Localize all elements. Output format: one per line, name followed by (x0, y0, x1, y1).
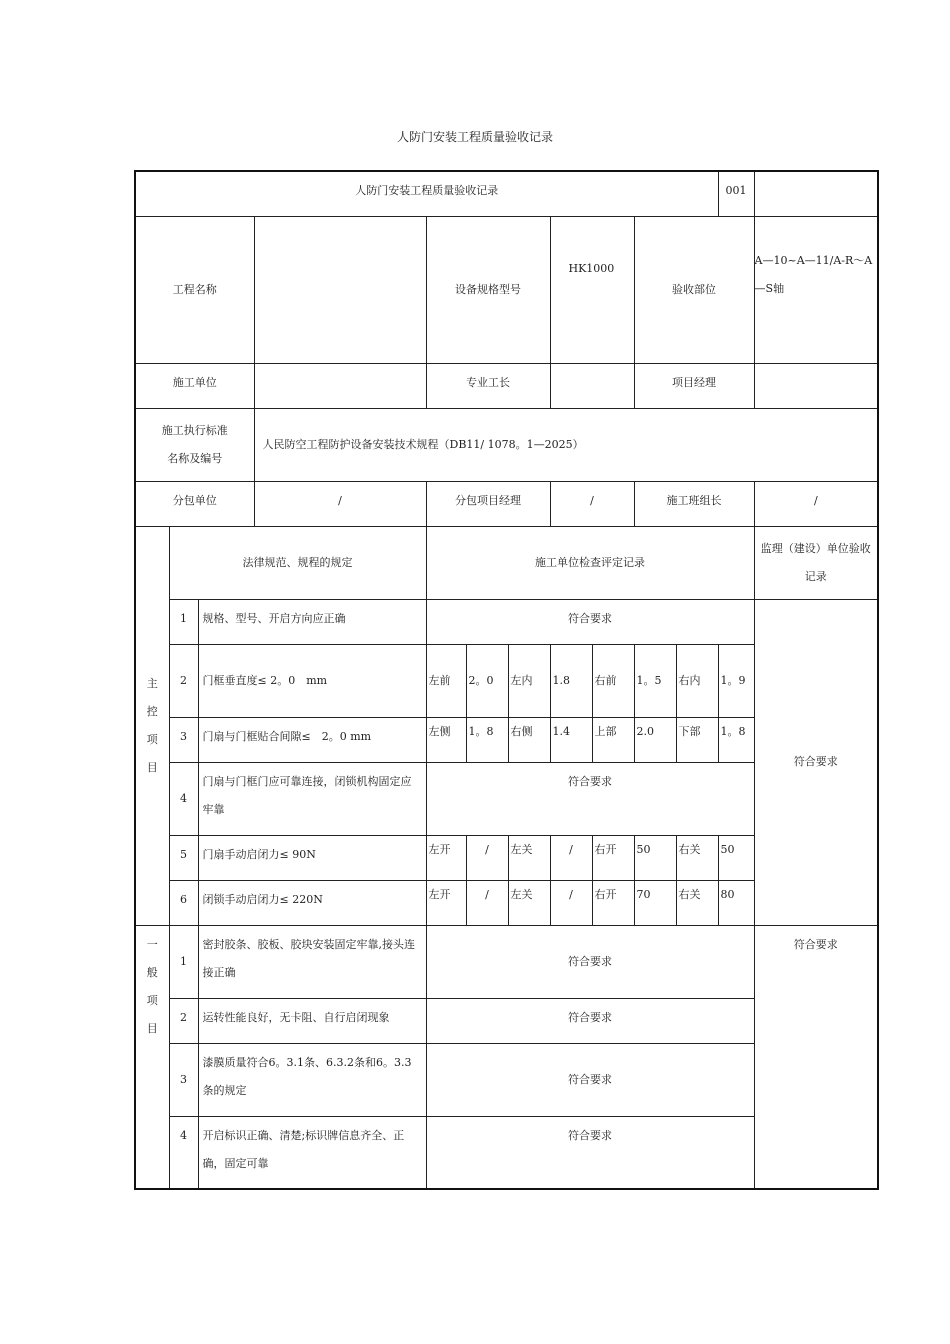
main-group-char: 控 (146, 704, 158, 718)
measure-value: 1。5 (634, 644, 676, 717)
item-text: 门扇手动启闭力≤ 90N (198, 835, 426, 880)
item-text: 门扇与门框贴合间隙≤ 2。0 mm (198, 717, 426, 762)
measure-value: / (466, 835, 508, 880)
item-result: 符合要求 (426, 1043, 754, 1116)
measure-label: 右开 (592, 835, 634, 880)
spec-label: 设备规格型号 (426, 216, 550, 363)
measure-label: 右关 (676, 880, 718, 925)
measure-value: / (550, 880, 592, 925)
main-group-char: 项 (146, 732, 158, 746)
item-no: 3 (169, 717, 198, 762)
measure-value: 1。8 (718, 717, 754, 762)
measure-label: 左开 (426, 835, 466, 880)
measure-label: 左关 (508, 880, 550, 925)
standard-label-line2: 名称及编号 (167, 451, 223, 465)
team-value: / (754, 481, 878, 526)
general-group-char: 一 (146, 937, 158, 951)
item-text: 门框垂直度≤ 2。0 mm (198, 644, 426, 717)
team-label: 施工班组长 (634, 481, 754, 526)
sub-pm-label: 分包项目经理 (426, 481, 550, 526)
standard-label (135, 408, 254, 481)
main-group-char: 目 (146, 760, 158, 774)
item-text: 开启标识正确、清楚;标识牌信息齐全、正确，固定可靠 (198, 1116, 426, 1189)
measure-label: 左内 (508, 644, 550, 717)
main-group-label (135, 526, 169, 925)
contractor-label: 施工单位 (135, 363, 254, 408)
item-no: 1 (169, 925, 198, 998)
measure-label: 右关 (676, 835, 718, 880)
supervision-column-header: 监理（建设）单位验收记录 (754, 526, 878, 599)
measure-label: 左关 (508, 835, 550, 880)
item-result: 符合要求 (426, 925, 754, 998)
measure-label: 左前 (426, 644, 466, 717)
general-supervision-result: 符合要求 (754, 925, 878, 1189)
pm-value (754, 363, 878, 408)
measure-label: 右侧 (508, 717, 550, 762)
measure-value: 2。0 (466, 644, 508, 717)
item-no: 6 (169, 880, 198, 925)
contractor-value (254, 363, 426, 408)
item-no: 1 (169, 599, 198, 644)
general-group-label (135, 925, 169, 1189)
item-result: 符合要求 (426, 998, 754, 1043)
item-no: 4 (169, 1116, 198, 1189)
measure-value: 70 (634, 880, 676, 925)
rules-column-header: 法律规范、规程的规定 (169, 526, 426, 599)
form-title-cell: 人防门安装工程质量验收记录 (135, 171, 718, 216)
measure-value: 1。9 (718, 644, 754, 717)
measure-value: 2.0 (634, 717, 676, 762)
foreman-label: 专业工长 (426, 363, 550, 408)
measure-value: 1.4 (550, 717, 592, 762)
item-text: 门扇与门框门应可靠连接，闭锁机构固定应牢靠 (198, 762, 426, 835)
item-no: 3 (169, 1043, 198, 1116)
general-group-char: 目 (146, 1021, 158, 1035)
measure-label: 右内 (676, 644, 718, 717)
acceptance-record-table (134, 170, 879, 1190)
item-no: 4 (169, 762, 198, 835)
main-group-char: 主 (146, 676, 158, 690)
measure-value: / (466, 880, 508, 925)
measure-label: 左开 (426, 880, 466, 925)
spec-value: HK1000 (550, 216, 634, 363)
item-result: 符合要求 (426, 1116, 754, 1189)
standard-value: 人民防空工程防护设备安装技术规程（DB11/ 1078。1—2025） (254, 408, 878, 481)
measure-value: 80 (718, 880, 754, 925)
item-text: 密封胶条、胶板、胶块安装固定牢靠,接头连接正确 (198, 925, 426, 998)
item-no: 2 (169, 644, 198, 717)
record-column-header: 施工单位检查评定记录 (426, 526, 754, 599)
item-no: 2 (169, 998, 198, 1043)
foreman-value (550, 363, 634, 408)
standard-label-line1: 施工执行标准 (161, 423, 228, 437)
item-result: 符合要求 (426, 599, 754, 644)
document-title: 人防门安装工程质量验收记录 (396, 130, 553, 144)
measure-value: 1.8 (550, 644, 592, 717)
sub-value: / (254, 481, 426, 526)
item-text: 运转性能良好，无卡阻、自行启闭现象 (198, 998, 426, 1043)
doc-no-value: 001 (718, 171, 754, 216)
location-label: 验收部位 (634, 216, 754, 363)
item-text: 规格、型号、开启方向应正确 (198, 599, 426, 644)
measure-value: 1。8 (466, 717, 508, 762)
location-value: A—10~A—11/A-R～A—S轴 (754, 216, 878, 363)
project-name-label: 工程名称 (135, 216, 254, 363)
measure-value: 50 (718, 835, 754, 880)
measure-label: 下部 (676, 717, 718, 762)
item-result: 符合要求 (426, 762, 754, 835)
general-group-char: 项 (146, 993, 158, 1007)
main-supervision-result: 符合要求 (754, 599, 878, 925)
pm-label: 项目经理 (634, 363, 754, 408)
sub-pm-value: / (550, 481, 634, 526)
general-group-char: 般 (146, 965, 158, 979)
measure-value: 50 (634, 835, 676, 880)
measure-value: / (550, 835, 592, 880)
measure-label: 右开 (592, 880, 634, 925)
item-no: 5 (169, 835, 198, 880)
project-name-value (254, 216, 426, 363)
item-text: 漆膜质量符合6。3.1条、6.3.2条和6。3.3条的规定 (198, 1043, 426, 1116)
measure-label: 左侧 (426, 717, 466, 762)
measure-label: 上部 (592, 717, 634, 762)
sub-label: 分包单位 (135, 481, 254, 526)
measure-label: 右前 (592, 644, 634, 717)
item-text: 闭锁手动启闭力≤ 220N (198, 880, 426, 925)
